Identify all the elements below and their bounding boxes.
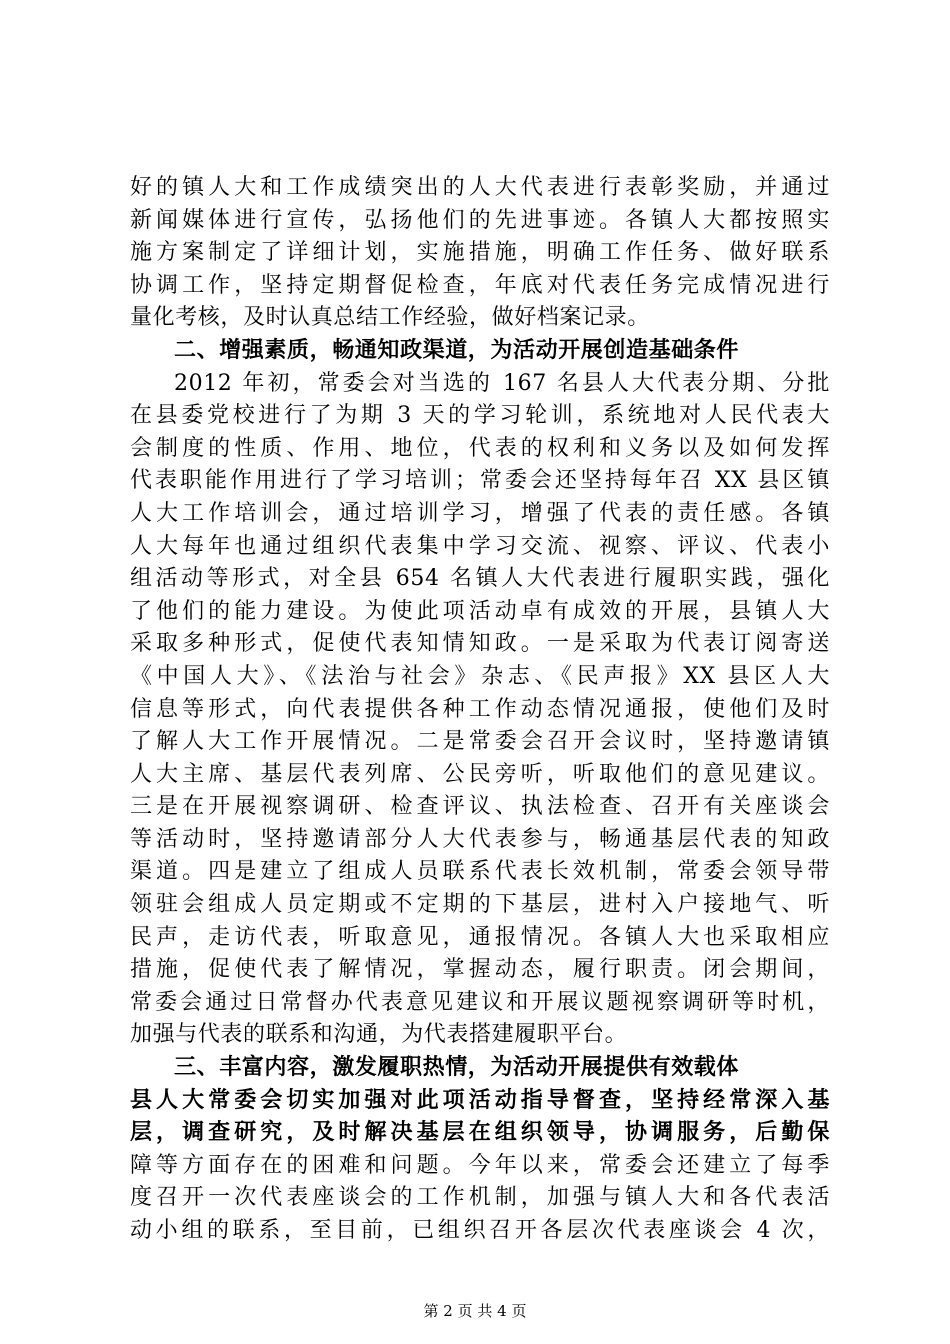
- paragraph-line: 人大主席、基层代表列席、公民旁听，听取他们的意见建议。: [130, 761, 830, 787]
- paragraph-line: 领驻会组成人员定期或不定期的下基层，进村入户接地气、听: [130, 892, 830, 918]
- paragraph-line: 动小组的联系，至目前，已组织召开各层次代表座谈会 4 次，: [130, 1218, 830, 1243]
- section-heading-3: 三、丰富内容，激发履职热情，为活动开展提供有效载体: [174, 1055, 740, 1081]
- paragraph-line: 2012 年初，常委会对当选的 167 名县人大代表分期、分批: [174, 370, 830, 396]
- paragraph-line: 人大工作培训会，通过培训学习，增强了代表的责任感。各镇: [130, 500, 830, 526]
- paragraph-line: 会制度的性质、作用、地位，代表的权利和义务以及如何发挥: [130, 435, 830, 461]
- paragraph-line: 渠道。四是建立了组成人员联系代表长效机制，常委会领导带: [130, 859, 830, 885]
- paragraph-line: 障等方面存在的困难和问题。今年以来，常委会还建立了每季: [130, 1152, 830, 1178]
- paragraph-line: 等活动时，坚持邀请部分人大代表参与，畅通基层代表的知政: [130, 826, 830, 852]
- document-body: [130, 172, 830, 1248]
- paragraph-line: 加强与代表的联系和沟通，为代表搭建履职平台。: [130, 1022, 628, 1048]
- paragraph-line: 措施，促使代表了解情况，掌握动态，履行职责。闭会期间，: [130, 957, 830, 983]
- paragraph-line: 《中国人大》、《法治与社会》杂志、《民声报》XX 县区人大: [130, 663, 830, 689]
- paragraph-line: 民声，走访代表，听取意见，通报情况。各镇人大也采取相应: [130, 924, 830, 950]
- paragraph-line: 了解人大工作开展情况。二是常委会召开会议时，坚持邀请镇: [130, 729, 830, 755]
- paragraph-line: 量化考核，及时认真总结工作经验，做好档案记录。: [130, 305, 650, 331]
- section-heading-2: 二、增强素质，畅通知政渠道，为活动开展创造基础条件: [174, 337, 740, 363]
- paragraph-line: 新闻媒体进行宣传，弘扬他们的先进事迹。各镇人大都按照实: [130, 207, 830, 233]
- paragraph-line: 了他们的能力建设。为使此项活动卓有成效的开展，县镇人大: [130, 598, 830, 624]
- paragraph-line: 采取多种形式，促使代表知情知政。一是采取为代表订阅寄送: [130, 631, 830, 657]
- paragraph-line: 信息等形式，向代表提供各种工作动态情况通报，使他们及时: [130, 696, 830, 722]
- paragraph-line: 代表职能作用进行了学习培训；常委会还坚持每年召 XX 县区镇: [130, 468, 830, 494]
- paragraph-line: 好的镇人大和工作成绩突出的人大代表进行表彰奖励，并通过: [130, 175, 830, 200]
- paragraph-line: 在县委党校进行了为期 3 天的学习轮训，系统地对人民代表大: [130, 403, 830, 429]
- page-footer: 第 2 页 共 4 页: [423, 1302, 527, 1320]
- paragraph-line: 人大每年也通过组织代表集中学习交流、视察、评议、代表小: [130, 533, 830, 559]
- paragraph-line: 度召开一次代表座谈会的工作机制，加强与镇人大和各代表活: [130, 1185, 830, 1211]
- bold-paragraph-line: 层，调查研究，及时解决基层在组织领导，协调服务，后勤保: [130, 1120, 830, 1146]
- paragraph-line: 协调工作，坚持定期督促检查，年底对代表任务完成情况进行: [130, 272, 830, 298]
- paragraph-line: 三是在开展视察调研、检查评议、执法检查、召开有关座谈会: [130, 794, 830, 820]
- paragraph-line: 组活动等形式，对全县 654 名镇人大代表进行履职实践，强化: [130, 566, 830, 592]
- paragraph-line: 常委会通过日常督办代表意见建议和开展议题视察调研等时机，: [130, 989, 830, 1015]
- bold-paragraph-line: 县人大常委会切实加强对此项活动指导督查，坚持经常深入基: [130, 1087, 830, 1113]
- paragraph-line: 施方案制定了详细计划，实施措施，明确工作任务、做好联系: [130, 240, 830, 266]
